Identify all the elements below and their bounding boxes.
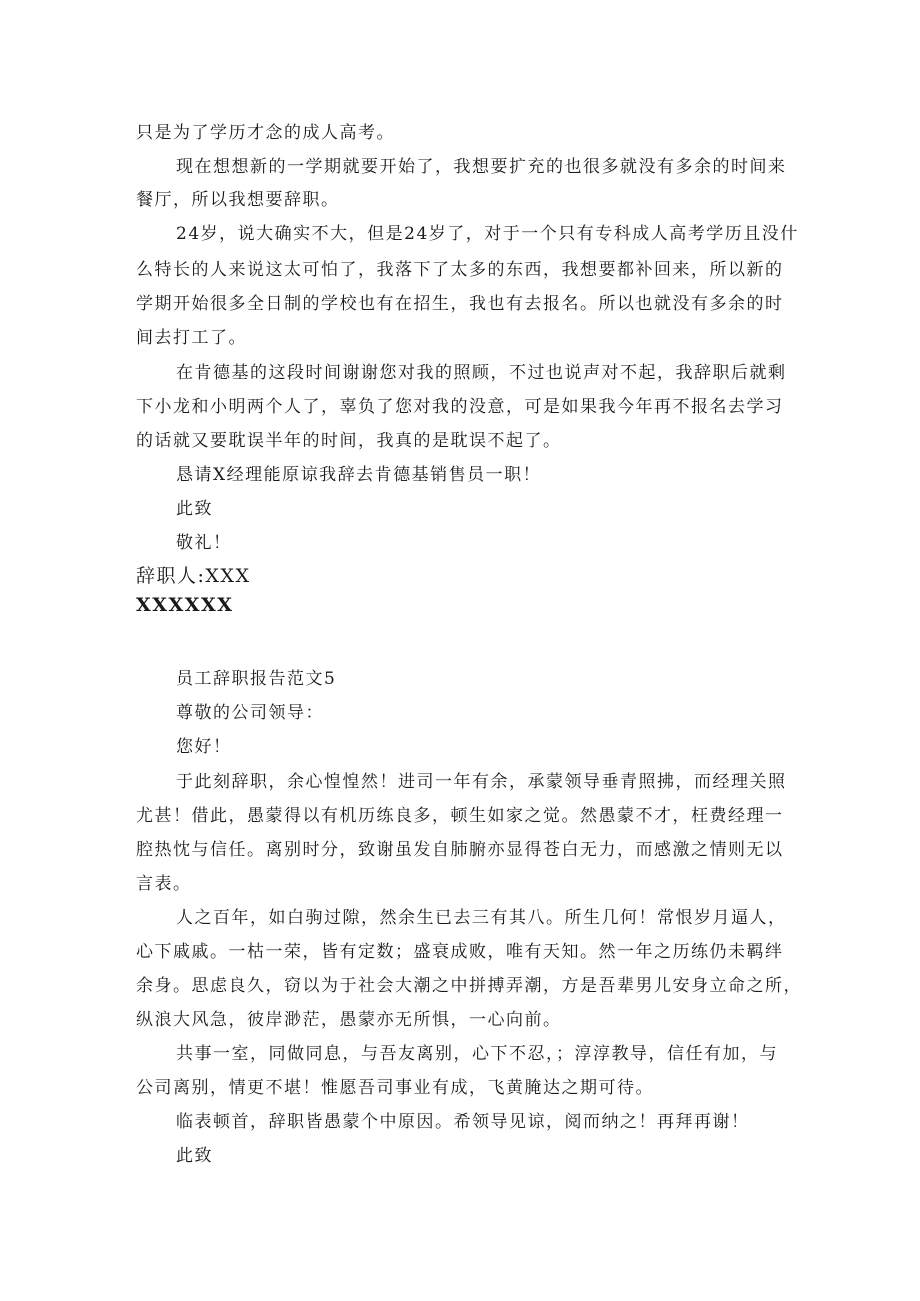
paragraph-line: 公司离别，情更不堪！惟愿吾司事业有成，飞黄腌达之期可待。 (136, 1078, 654, 1098)
paragraph-line: 间去打工了。 (136, 328, 247, 348)
paragraph-line: 只是为了学历才念的成人高考。 (136, 123, 395, 143)
paragraph-line: 于此刻辞职，余心惶惶然！进司一年有余，承蒙领导垂青照拂，而经理关照 (176, 772, 787, 792)
closing-line: 此致 (176, 499, 213, 519)
section-title: 员工辞职报告范文5 (176, 669, 337, 689)
paragraph-line: 临表顿首，辞职皆愚蒙个中原因。希领导见谅，阅而纳之！再拜再谢！ (176, 1112, 750, 1132)
paragraph-line: 在肯德基的这段时间谢谢您对我的照顾，不过也说声对不起，我辞职后就剩 (176, 363, 787, 383)
paragraph-line: 餐厅，所以我想要辞职。 (136, 190, 340, 210)
paragraph-line: 腔热忱与信任。离别时分，致谢虽发自肺腑亦显得苍白无力，而感激之情则无以 (136, 840, 784, 860)
paragraph-line: 24岁，说大确实不大，但是24岁了，对于一个只有专科成人高考学历且没什 (176, 224, 799, 244)
signature-line: 辞职人:XXX (136, 565, 251, 587)
closing-line: 此致 (176, 1146, 213, 1166)
paragraph-line: 现在想想新的一学期就要开始了，我想要扩充的也很多就没有多余的时间来 (176, 157, 787, 177)
date-line: XXXXXX (136, 594, 234, 616)
paragraph-line: 的话就又要耽误半年的时间，我真的是耽误不起了。 (136, 431, 562, 451)
paragraph-line: 下小龙和小明两个人了，辜负了您对我的没意，可是如果我今年再不报名去学习 (136, 397, 784, 417)
paragraph-line: 尤甚！借此，愚蒙得以有机历练良多，顿生如家之觉。然愚蒙不才，枉费经理一 (136, 806, 784, 826)
paragraph-line: 人之百年，如白驹过隙，然余生已去三有其八。所生几何！常恨岁月逼人， (176, 908, 787, 928)
paragraph-line: 纵浪大风急，彼岸渺茫，愚蒙亦无所惧，一心向前。 (136, 1010, 562, 1030)
paragraph-line: 么特长的人来说这太可怕了，我落下了太多的东西，我想要都补回来，所以新的 (136, 260, 784, 280)
paragraph-line: 心下戚戚。一枯一荣，皆有定数；盛衰成败，唯有天知。然一年之历练仍未羁绊 (136, 942, 784, 962)
paragraph-line: 余身。思虑良久，窃以为于社会大潮之中拼搏弄潮，方是吾辈男儿安身立命之所， (136, 976, 802, 996)
paragraph-line: 共事一室，同做同息，与吾友离别，心下不忍，；淳淳教导，信任有加，与 (176, 1044, 778, 1064)
greeting-line: 尊敬的公司领导： (176, 703, 324, 723)
paragraph-line: 言表。 (136, 874, 192, 894)
paragraph-line: 恳请X经理能原谅我辞去肯德基销售员一职！ (176, 465, 542, 485)
paragraph-line: 学期开始很多全日制的学校也有在招生，我也有去报名。所以也就没有多余的时 (136, 294, 784, 314)
greeting-line: 您好！ (176, 737, 232, 757)
salutation-line: 敬礼！ (176, 533, 232, 553)
